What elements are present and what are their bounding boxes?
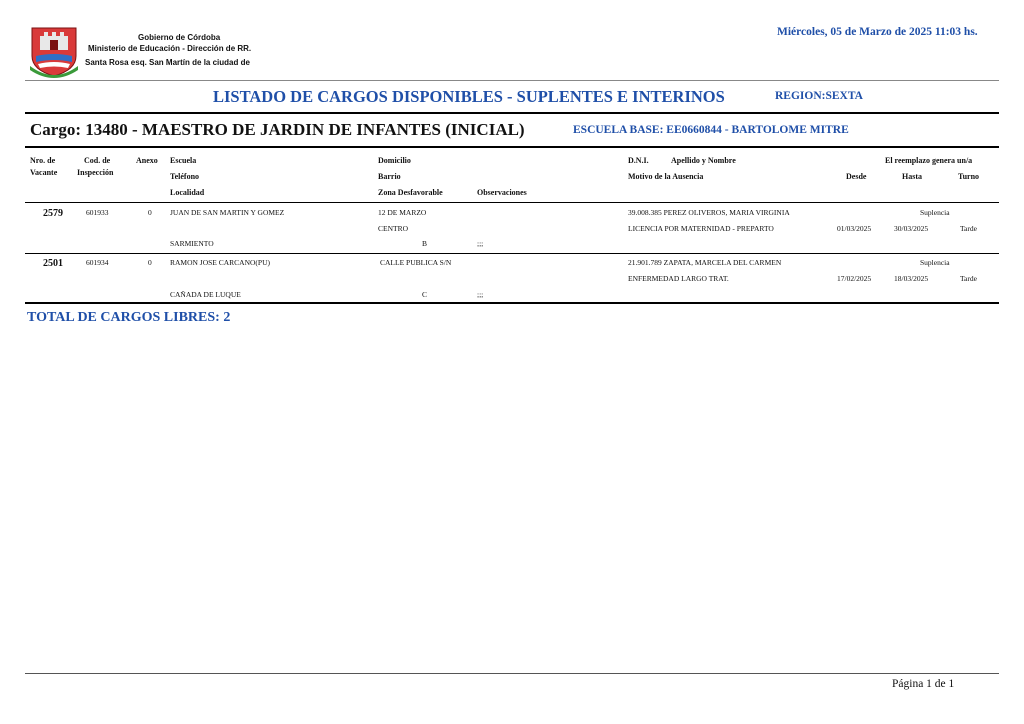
header-divider (25, 80, 999, 81)
row-dni-nombre: 39.008.385 PEREZ OLIVEROS, MARIA VIRGINIA (628, 208, 790, 217)
col-observaciones: Observaciones (477, 188, 527, 197)
col-localidad: Localidad (170, 188, 205, 197)
col-turno: Turno (958, 172, 980, 181)
title-divider (25, 112, 999, 114)
total-cargos-libres: TOTAL DE CARGOS LIBRES: 2 (27, 310, 231, 325)
cargo-divider (25, 146, 999, 148)
row-turno: Tarde (960, 224, 977, 233)
report-datetime: Miércoles, 05 de Marzo de 2025 11:03 hs. (777, 26, 978, 38)
page-number: Página 1 de 1 (892, 678, 955, 690)
row-localidad: CAÑADA DE LUQUE (170, 290, 241, 299)
row-cod: 601934 (86, 258, 109, 267)
row-turno: Tarde (960, 274, 977, 283)
row-anexo: 0 (148, 208, 152, 217)
col-cod-insp-2: Inspección (77, 168, 114, 177)
col-reemplazo: El reemplazo genera un/a (885, 156, 973, 165)
region-label: REGION:SEXTA (775, 90, 863, 102)
col-barrio: Barrio (378, 172, 401, 181)
row-genera: Suplencia (920, 208, 950, 217)
row-genera: Suplencia (920, 258, 950, 267)
row-motivo: ENFERMEDAD LARGO TRAT. (628, 274, 729, 283)
row-cod: 601933 (86, 208, 109, 217)
cargo-label: Cargo: 13480 - MAESTRO DE JARDIN DE INFANTES (INICIAL) (30, 120, 525, 139)
cordoba-coat-of-arms-logo (28, 22, 80, 78)
row-localidad: SARMIENTO (170, 239, 214, 248)
col-domicilio: Domicilio (378, 156, 411, 165)
row-zona: B (422, 239, 428, 248)
row-dni-nombre: 21.901.789 ZAPATA, MARCELA DEL CARMEN (628, 258, 782, 267)
row-hasta: 30/03/2025 (894, 224, 929, 233)
row-anexo: 0 (148, 258, 152, 267)
page-title: LISTADO DE CARGOS DISPONIBLES - SUPLENTES E INTERINOS (213, 87, 725, 106)
row-nro: 2501 (43, 258, 63, 269)
org-line-1: Gobierno de Córdoba (138, 33, 221, 42)
col-zona: Zona Desfavorable (378, 188, 443, 197)
row-barrio: CENTRO (378, 224, 408, 233)
col-anexo: Anexo (136, 156, 158, 165)
table-bottom-divider (25, 302, 999, 304)
row-domicilio: 12 DE MARZO (378, 208, 427, 217)
col-nro-vacante-2: Vacante (30, 168, 58, 177)
col-escuela: Escuela (170, 156, 197, 165)
row-desde: 01/03/2025 (837, 224, 872, 233)
row-observaciones: ;;; (477, 239, 484, 248)
row-domicilio: CALLE PUBLICA S/N (380, 258, 452, 267)
col-nro-vacante-1: Nro. de (30, 156, 56, 165)
row-observaciones: ;;; (477, 290, 484, 299)
col-hasta: Hasta (902, 172, 922, 181)
row-hasta: 18/03/2025 (894, 274, 929, 283)
row-nro: 2579 (43, 208, 63, 219)
row-escuela: RAMON JOSE CARCANO(PU) (170, 258, 271, 267)
col-motivo: Motivo de la Ausencia (628, 172, 704, 181)
col-telefono: Teléfono (170, 172, 200, 181)
col-desde: Desde (846, 172, 867, 181)
row-motivo: LICENCIA POR MATERNIDAD - PREPARTO (628, 224, 774, 233)
row-escuela: JUAN DE SAN MARTIN Y GOMEZ (170, 208, 285, 217)
org-line-2: Ministerio de Educación - Dirección de RR. (88, 44, 252, 53)
row-divider (25, 253, 999, 254)
footer-divider (25, 673, 999, 674)
col-dni: D.N.I. (628, 156, 649, 165)
escuela-base-label: ESCUELA BASE: EE0660844 - BARTOLOME MITRE (573, 124, 849, 136)
col-apellido: Apellido y Nombre (671, 156, 736, 165)
header-row-divider (25, 202, 999, 203)
row-zona: C (422, 290, 428, 299)
col-cod-insp-1: Cod. de (84, 156, 111, 165)
org-line-3: Santa Rosa esq. San Martín de la ciudad de (85, 58, 250, 67)
row-desde: 17/02/2025 (837, 274, 872, 283)
